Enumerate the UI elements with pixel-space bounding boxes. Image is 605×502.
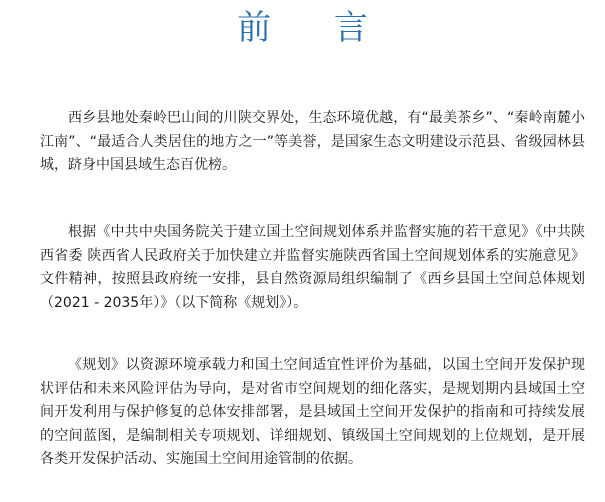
- page-title: 前 言: [237, 8, 394, 48]
- paragraph-intro: 西乡县地处秦岭巴山间的川陕交界处，生态环境优越，有“最美茶乡”、“秦岭南麓小江南”、“最适合人类居住的地方之一”等美誉，是国家生态文明建设示范县、省级园林县城，跻身中国县域生态百优榜。: [40, 110, 585, 174]
- paragraph-basis: 根据《中共中央国务院关于建立国土空间规划体系并监督实施的若干意见》《中共陕西省委 陕西省人民政府关于加快建立并监督实施陕西省国土空间规划体系的实施意见》文件精神，按照县政府统一安排，县自然资源局组织编制了《西乡县国土空间总体规划（2021 - 2035年）》（以下简称《规划》）。: [40, 224, 585, 311]
- paragraph-role: 《规划》以资源环境承载力和国土空间适宜性评价为基础，以国土空间开发保护现状评估和未来风险评估为导向，是对省市空间规划的细化落实，是规划期内县域国土空间开发利用与保护修复的总体安排部署，是县域国土空间开发保护的指南和可持续发展的空间蓝图，是编制相关专项规划、详细规划、镇级国土空间规划的上位规划，是开展各类开发保护活动、实施国土空间用途管制的依据。: [40, 357, 585, 468]
